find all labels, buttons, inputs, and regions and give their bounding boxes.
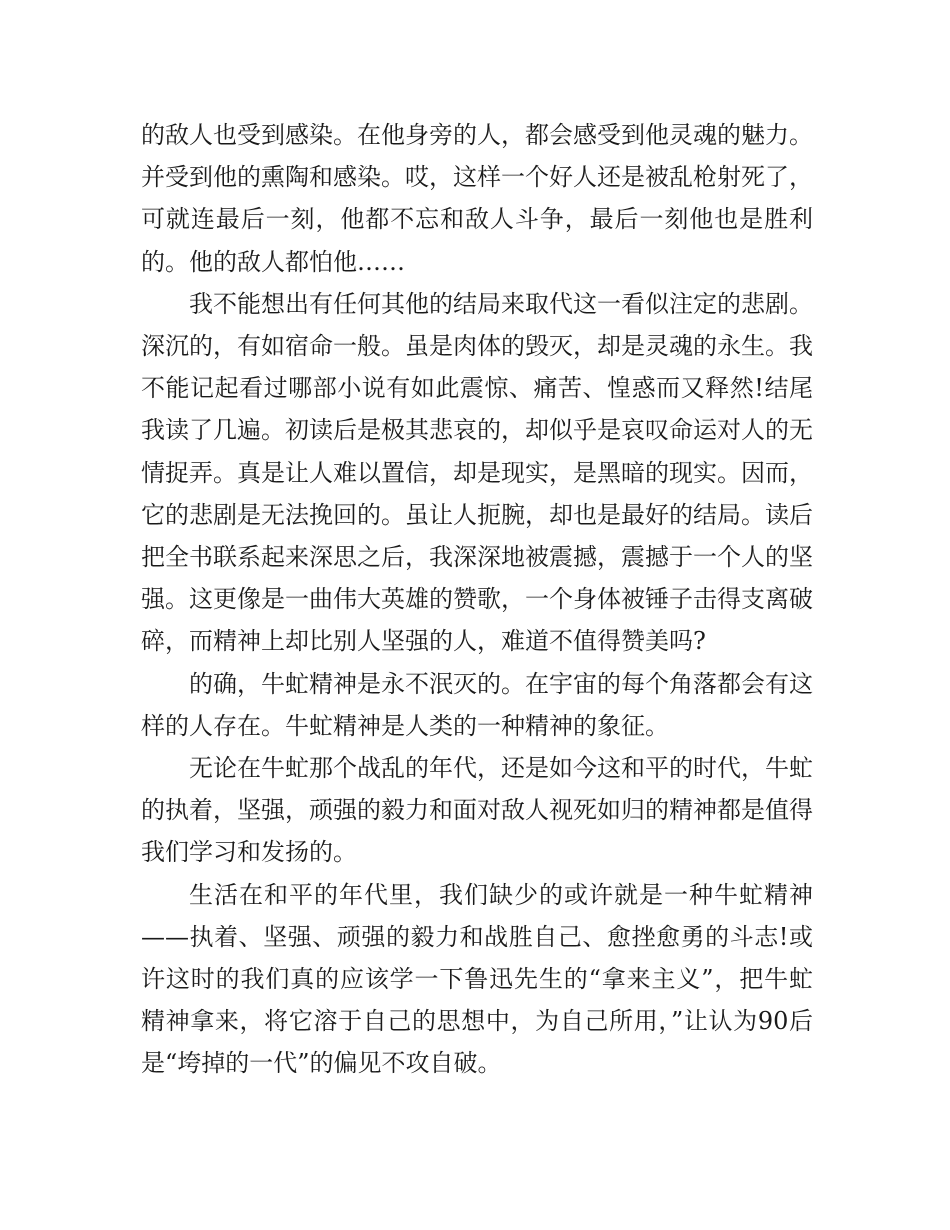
- paragraph-1: 的敌人也受到感染。在他身旁的人，都会感受到他灵魂的魅力。并受到他的熏陶和感染。哎，这样一个好人还是被乱枪射死了，可就连最后一刻，他都不忘和敌人斗争，最后一刻他也是胜利的。他的敌人都怕他……: [141, 121, 813, 276]
- paragraph-4: 无论在牛虻那个战乱的年代，还是如今这和平的时代，牛虻的执着，坚强，顽强的毅力和面对敌人视死如归的精神都是值得我们学习和发扬的。: [141, 754, 813, 867]
- document-body: [141, 114, 813, 1085]
- paragraph-2: 我不能想出有任何其他的结局来取代这一看似注定的悲剧。深沉的，有如宿命一般。虽是肉体的毁灭，却是灵魂的永生。我不能记起看过哪部小说有如此震惊、痛苦、惶惑而又释然!结尾我读了几遍。初读后是极其悲哀的，却似乎是哀叹命运对人的无情捉弄。真是让人难以置信，却是现实，是黑暗的现实。因而，它的悲剧是无法挽回的。虽让人扼腕，却也是最好的结局。读后把全书联系起来深思之后，我深深地被震撼，震撼于一个人的坚强。这更像是一曲伟大英雄的赞歌，一个身体被锤子击得支离破碎，而精神上却比别人坚强的人，难道不值得赞美吗?: [141, 289, 813, 656]
- paragraph-3: 的确，牛虻精神是永不泯灭的。在宇宙的每个角落都会有这样的人存在。牛虻精神是人类的一种精神的象征。: [141, 669, 813, 740]
- paragraph-5: 生活在和平的年代里，我们缺少的或许就是一种牛虻精神——执着、坚强、顽强的毅力和战胜自己、愈挫愈勇的斗志!或许这时的我们真的应该学一下鲁迅先生的“拿来主义”，把牛虻精神拿来，将它溶于自己的思想中，为自己所用，”让认为90后是“垮掉的一代”的偏见不攻自破。: [141, 880, 813, 1078]
